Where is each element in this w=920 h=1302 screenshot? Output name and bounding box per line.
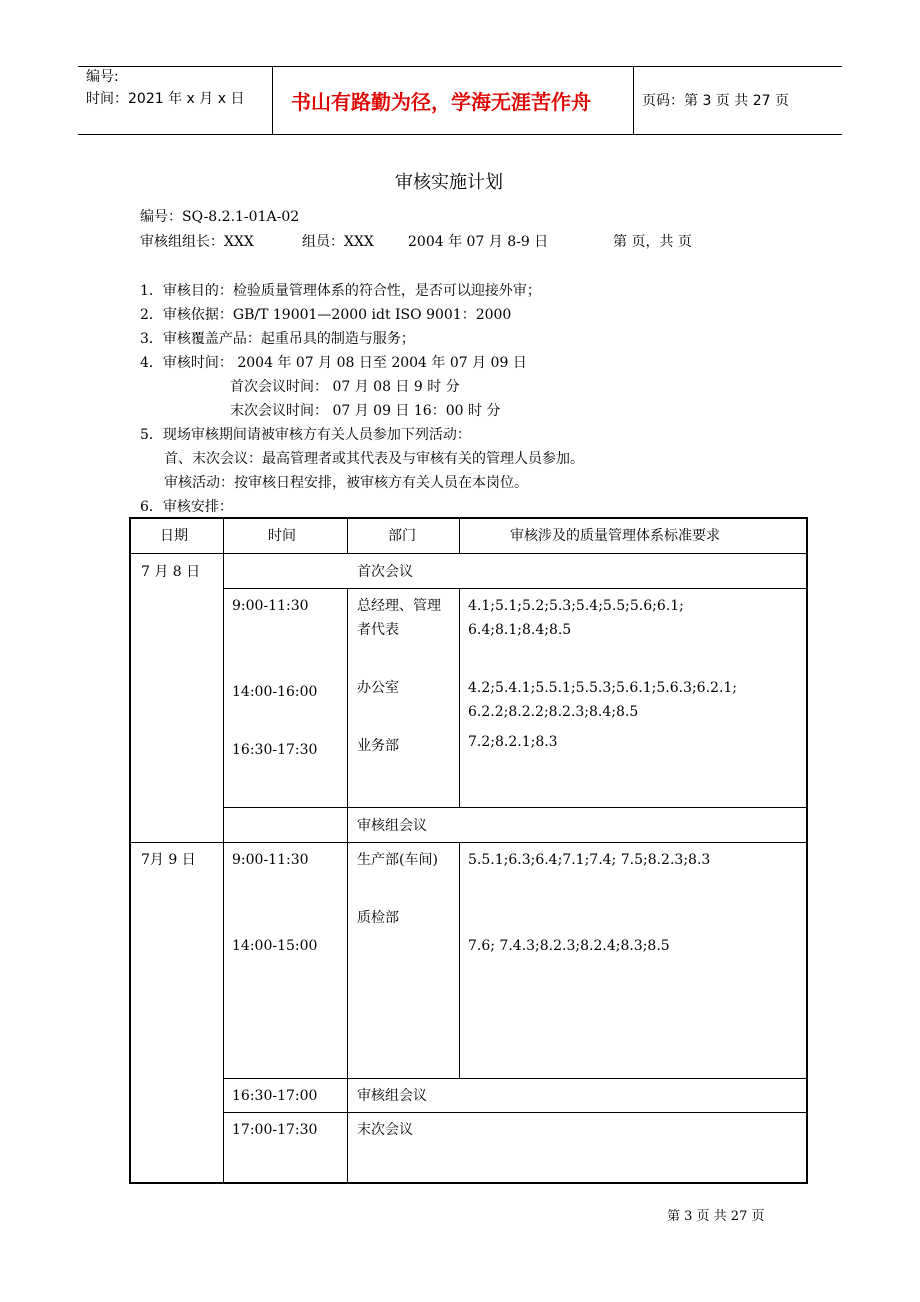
day1-dept-2: 办公室 [357,680,399,696]
item-purpose: 1．审核目的：检验质量管理体系的符合性，是否可以迎接外审； [140,283,541,299]
item-opening-meeting-time: 首次会议时间： 07 月 08 日 9 时 分 [230,379,460,395]
col-line-dept-c [459,842,460,1078]
col-line-dept-b [459,588,460,807]
day2-req-1: 5.5.1;6.3;6.4;7.1;7.4; 7.5;8.2.3;8.3 [468,852,711,868]
item-arrangement: 6．审核安排： [140,499,233,515]
day2-closing-meeting: 末次会议 [357,1122,413,1138]
header-number-label: 编号: [86,69,119,85]
day1-team-meeting: 审核组会议 [357,818,427,834]
th-dept: 部门 [388,528,416,544]
table-border-right [806,517,808,1184]
table-border-left [129,517,131,1184]
th-date: 日期 [160,528,188,544]
day1-dept-1b: 者代表 [357,622,399,638]
item-coverage: 3．审核覆盖产品：起重吊具的制造与服务； [140,331,415,347]
page-count-line: 第 页，共 页 [613,234,692,250]
col-line-time [347,519,348,554]
day2-closing-time: 17:00-17:30 [232,1122,318,1138]
day1-time-2: 14:00-16:00 [232,684,318,700]
item-meeting-attendees: 首、末次会议：最高管理者或其代表及与审核有关的管理人员参加。 [164,451,584,467]
page-title: 审核实施计划 [395,172,503,193]
leader-line: 审核组组长：XXX [140,234,254,250]
day1-req-2a: 4.2;5.4.1;5.5.1;5.5.3;5.6.1;5.6.3;6.2.1; [468,680,738,696]
member-line: 组员：XXX [302,234,374,250]
item-audit-activities: 审核活动：按审核日程安排，被审核方有关人员在本岗位。 [164,475,528,491]
row-line-header [131,553,806,554]
doc-code: 编号：SQ-8.2.1-01A-02 [140,209,300,225]
day1-req-1b: 6.4;8.1;8.4;8.5 [468,622,572,638]
item-closing-meeting-time: 末次会议时间： 07 月 09 日 16：00 时 分 [230,403,501,419]
day1-time-3: 16:30-17:30 [232,742,318,758]
row-line-opening [224,588,806,589]
row-line-day2-closing [224,1112,806,1113]
item-audit-time: 4．审核时间： 2004 年 07 月 08 日至 2004 年 07 月 09 日 [140,355,527,371]
th-time: 时间 [268,528,296,544]
header-bottom-rule [78,134,842,135]
col-line-time-b [347,588,348,1182]
header-motto: 书山有路勤为径，学海无涯苦作舟 [291,90,591,114]
day2-time-2: 14:00-15:00 [232,938,318,954]
row-line-day2-start [131,842,806,843]
header-page-label: 页码：第 3 页 共 27 页 [642,93,789,109]
th-requirements: 审核涉及的质量管理体系标准要求 [510,528,720,544]
day2-time-1: 9:00-11:30 [232,852,309,868]
item-activities: 5．现场审核期间请被审核方有关人员参加下列活动： [140,427,471,443]
day1-dept-3: 业务部 [357,738,399,754]
date-line: 2004 年 07 月 8-9 日 [408,234,549,250]
col-line-date [223,519,224,1182]
day1-req-1a: 4.1;5.1;5.2;5.3;5.4;5.5;5.6;6.1; [468,598,684,614]
day1-req-3: 7.2;8.2.1;8.3 [468,734,558,750]
table-border-top [129,517,808,519]
day2-date: 7月 9 日 [141,852,196,868]
row-line-day2-team [224,1078,806,1079]
col-line-dept-a [459,519,460,554]
day2-team-meeting: 审核组会议 [357,1088,427,1104]
header-top-rule [78,66,842,67]
footer-page-number: 第 3 页 共 27 页 [667,1209,765,1224]
header-divider-left [272,66,273,134]
day1-dept-1a: 总经理、管理 [357,598,441,614]
day1-req-2b: 6.2.2;8.2.2;8.2.3;8.4;8.5 [468,704,639,720]
day1-opening-meeting: 首次会议 [357,564,413,580]
table-border-bottom [129,1182,808,1184]
header-time-label: 时间：2021 年 x 月 x 日 [86,91,245,107]
day2-req-2: 7.6; 7.4.3;8.2.3;8.2.4;8.3;8.5 [468,938,670,954]
day1-time-1: 9:00-11:30 [232,598,309,614]
item-basis: 2．审核依据：GB/T 19001—2000 idt ISO 9001：2000 [140,307,512,323]
day2-dept-2: 质检部 [357,910,399,926]
header-divider-right [633,66,634,134]
row-line-day1-body [224,807,806,808]
day2-dept-1: 生产部(车间) [357,852,438,868]
day2-team-time: 16:30-17:00 [232,1088,318,1104]
day1-date: 7 月 8 日 [141,564,201,580]
